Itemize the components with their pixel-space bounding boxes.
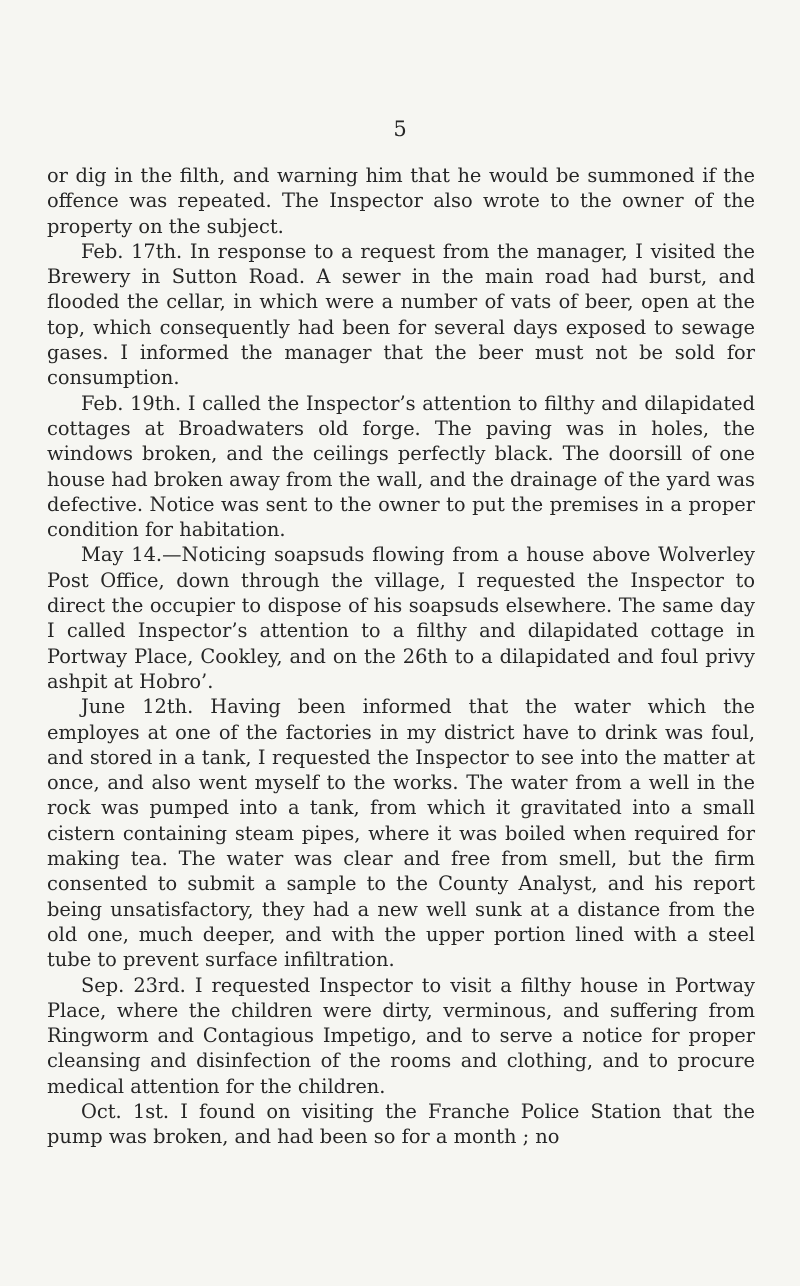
- page-number: 5: [393, 117, 407, 141]
- paragraph-oct-1: Oct. 1st. I found on visiting the Franche Police Station that the pump was broken, and had been so for a month ; no: [47, 1099, 755, 1149]
- paragraph-sep-23: Sep. 23rd. I requested Inspector to visit a filthy house in Portway Place, where the children were dirty, verminous, and suffering from Ringworm and Contagious Impetigo, and to serve a notice for proper cleansing and disinfection of the rooms and clothing, and to procure medical attention for the children.: [47, 973, 755, 1098]
- paragraph-june-12: June 12th. Having been informed that the water which the employes at one of the factories in my district have to drink was foul, and stored in a tank, I requested the Inspector to see into the matter at once, and also went myself to the works. The water from a well in the rock was pumped into a tank, from which it gravitated into a small cistern containing steam pipes, where it was boiled when required for making tea. The water was clear and free from smell, but the firm consented to submit a sample to the County Analyst, and his report being unsatisfactory, they had a new well sunk at a distance from the old one, much deeper, and with the upper portion lined with a steel tube to prevent surface infiltration.: [47, 695, 755, 972]
- paragraph-continuation: or dig in the filth, and warning him that he would be summoned if the offence was repeated. The Inspector also wrote to the owner of the property on the subject.: [47, 164, 755, 238]
- body-text: [47, 163, 755, 1150]
- paragraph-feb-17: Feb. 17th. In response to a request from the manager, I visited the Brewery in Sutton Road. A sewer in the main road had burst, and flooded the cellar, in which were a number of vats of beer, open at the top, which consequently had been for several days exposed to sewage gases. I informed the manager that the beer must not be sold for consumption.: [47, 239, 755, 390]
- paragraph-may-14: May 14.—Noticing soapsuds flowing from a house above Wolverley Post Office, down through the village, I requested the Inspector to direct the occupier to dispose of his soapsuds elsewhere. The same day I called Inspector’s attention to a filthy and dilapidated cottage in Portway Place, Cookley, and on the 26th to a dilapidated and foul privy ashpit at Hobro’.: [47, 543, 755, 693]
- paragraph-feb-19: Feb. 19th. I called the Inspector’s attention to filthy and dilapidated cottages at Broadwaters old forge. The paving was in holes, the windows broken, and the ceilings perfectly black. The doorsill of one house had broken away from the wall, and the drainage of the yard was defective. Notice was sent to the owner to put the premises in a proper condition for habitation.: [47, 391, 755, 542]
